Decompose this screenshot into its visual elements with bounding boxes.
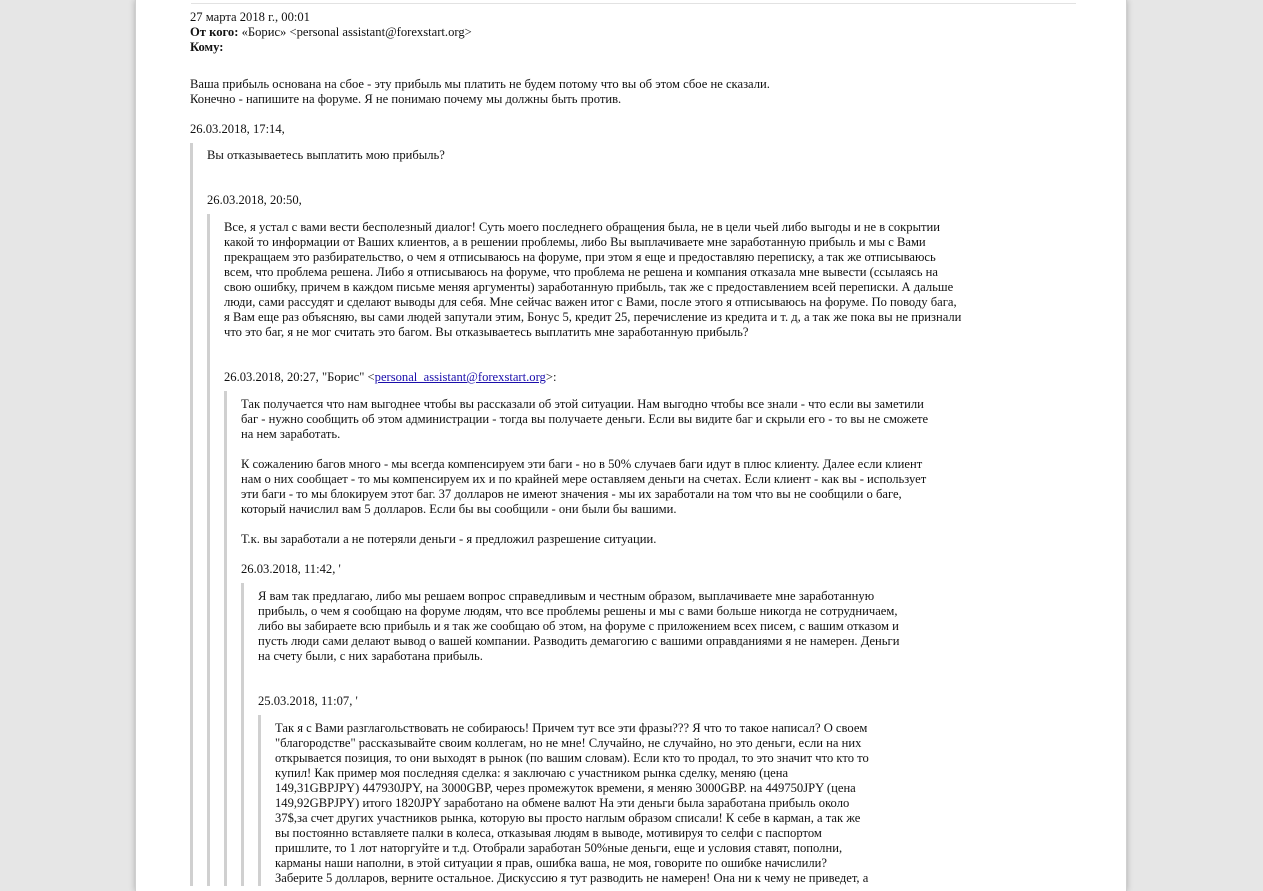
from-value: «Борис» <personal assistant@forexstart.org>: [241, 25, 472, 39]
quote-5-line: Заберите 5 долларов, верните остальное. Дискуссию я тут разводить не намерен! Она ни к чему не приведет, а: [275, 871, 869, 885]
quote-2-line: всем, что проблема решена. Либо я отписываюсь на форуме, что проблема не решена и компания отказала мне вывести (ссылаясь на: [224, 265, 938, 279]
quote-4-line: пусть люди сами делают вывод о вашей компании. Разводить демагогию с вашими оправданиями я не намерен. Деньги: [258, 634, 900, 648]
quote-4-line: на счету были, с них заработана прибыль.: [258, 649, 483, 663]
email-content: [190, 10, 1090, 886]
quote-5-line: вы постоянно вставляете палки в колеса, отказывая людям в выводе, мотивируя то селфи с паспортом: [275, 826, 822, 840]
quote-1-meta: 26.03.2018, 17:14,: [190, 122, 285, 136]
top-divider: [191, 3, 1076, 4]
quote-5-line: открывается позиция, то они выходят в рынок (по вашим словам). Если кто то продал, то это значит что кто то: [275, 751, 869, 765]
from-label: От кого:: [190, 25, 239, 39]
quote-2-line: люди, сами рассудят и сделают выводы для себя. Мне сейчас важен итог с Вами, после этого я отписываюсь на форуме. По поводу бага,: [224, 295, 957, 309]
quote-3-para3: Т.к. вы заработали а не потеряли деньги - я предложил разрешение ситуации.: [241, 532, 657, 546]
quote-4-meta: 26.03.2018, 11:42, ': [241, 562, 341, 576]
body-line: Конечно - напишите на форуме. Я не понимаю почему мы должны быть против.: [190, 92, 622, 106]
quote-3-para2: К сожалению багов много - мы всегда компенсируем эти баги - но в 50% случаев баги идут в плюс клиенту. Далее если клиент нам о них сообщает - то мы компенсируем их и по крайней мере оставляем деньги на счетах. Если клиент - как вы - использует эти баги - то мы блокируем этот баг. 37 долларов не имеют значения - мы их заработали на том что вы не сообщили о баге, который начислил вам 5 долларов. Если бы вы сообщили - они были бы вашими.: [241, 457, 927, 516]
quote-5-line: 149,31GBPJPY) 447930JPY, на 3000GBP, через промежуток времени, я меняю 3000GBP. на 449750JPY (цена: [275, 781, 856, 795]
quote-4-line: Я вам так предлагаю, либо мы решаем вопрос справедливым и честным образом, выплачиваете мне заработанную: [258, 589, 875, 603]
quote-level-3: [224, 391, 1090, 886]
email-to: [190, 40, 1090, 55]
quote-2-line: свою ошибку, причем в каждом письме меняя аргументы) заработанную прибыль, так же с предоставлением всей переписки. А дальше: [224, 280, 954, 294]
quote-level-4: [241, 583, 1090, 886]
quote-5-line: 37$,за счет других участников рынка, которую вы просто наглым образом списали! К себе в карман, а так же: [275, 811, 861, 825]
quote-5-line: карманы наши наполни, в этой ситуации я прав, ошибка ваша, не моя, говорите по ошибке начислили?: [275, 856, 827, 870]
email-link[interactable]: personal_assistant@forexstart.org: [374, 370, 546, 384]
quote-2-meta: 26.03.2018, 20:50,: [207, 193, 302, 207]
quote-level-5: [258, 715, 1090, 886]
quote-5-line: "благородстве" рассказывайте своим коллегам, но не мне! Случайно, не случайно, но это деньги, если на них: [275, 736, 862, 750]
quote-2-line: прекращаем это разбирательство, о чем я отписываюсь на форуме, при этом я еще и предоставляю переписку, а так же отписываюсь: [224, 250, 936, 264]
quote-4-line: прибыль, о чем я сообщаю на форуме людям, что все проблемы решены и мы с вами больше никогда не сотрудничаем,: [258, 604, 898, 618]
quote-2-line: я Вам еще раз объясняю, вы сами людей запутали этим, Бонус 5, кредит 25, перечисление из кредита и т. д, а так же пока вы не признали: [224, 310, 962, 324]
quote-level-1: [190, 143, 1090, 886]
quote-4-line: либо вы забираете всю прибыль и я так же сообщаю об этом, на форуме с приложением всех писем, с вашим отказом и: [258, 619, 899, 633]
quote-5-line: пришлите, то 1 лот наторгуйте и т.д. Отобрали заработан 50%ные деньги, еще и условия ставят, пополни,: [275, 841, 843, 855]
quote-3-line: на нем заработать.: [241, 427, 341, 441]
quote-5-line: 149,92GBPJPY) итого 1820JPY заработано на обмене валют На эти деньги была заработана прибыль около: [275, 796, 850, 810]
quote-3-line: баг - нужно сообщить об этом администрации - тогда вы получаете деньги. Если вы видите баг и скрыли его - то вы не сможете: [241, 412, 929, 426]
email-body: [190, 77, 1090, 107]
to-label: Кому:: [190, 40, 224, 54]
quote-1-text: Вы отказываетесь выплатить мою прибыль?: [207, 148, 445, 162]
quote-2-line: какой то информации от Ваших клиентов, а в решении проблемы, либо Вы выплачиваете мне заработанную прибыль и мы с Вами: [224, 235, 926, 249]
quote-level-2: [207, 214, 1090, 886]
quote-5-line: купил! Как пример моя последняя сделка: я заключаю с участником рынка сделку, меняю (цена: [275, 766, 789, 780]
email-date: 27 марта 2018 г., 00:01: [190, 10, 310, 24]
quote-2-line: что это баг, я не мог считать это багом. Вы отказываетесь выплатить мне заработанную прибыль?: [224, 325, 749, 339]
quote-5-line: Так я с Вами разглагольствовать не собираюсь! Причем тут все эти фразы??? Я что то такое написал? О своем: [275, 721, 868, 735]
quote-5-meta: 25.03.2018, 11:07, ': [258, 694, 358, 708]
quote-2-line: Все, я устал с вами вести бесполезный диалог! Суть моего последнего обращения была, не в цели чьей либо выгоды и не в сокрытии: [224, 220, 941, 234]
document-page: [135, 0, 1127, 891]
body-line: Ваша прибыль основана на сбое - эту прибыль мы платить не будем потому что вы об этом сбое не сказали.: [190, 77, 770, 91]
quote-3-meta: 26.03.2018, 20:27, "Борис" <personal_assistant@forexstart.org>:: [224, 370, 557, 384]
quote-3-line: Так получается что нам выгоднее чтобы вы рассказали об этой ситуации. Нам выгодно чтобы все знали - что если вы заметили: [241, 397, 924, 411]
email-from: [190, 25, 1090, 40]
